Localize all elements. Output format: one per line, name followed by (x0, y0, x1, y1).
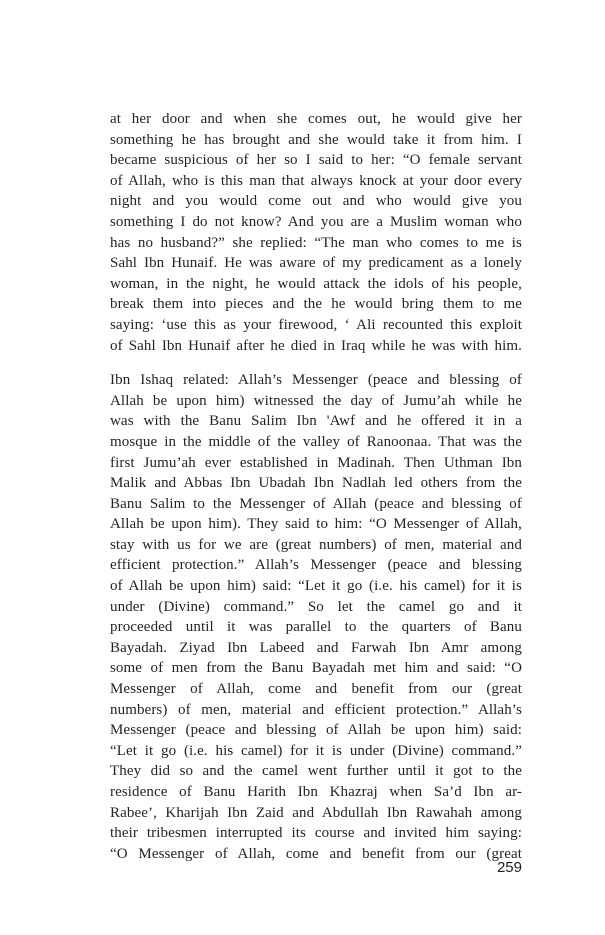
text-line: Messenger of Allah, come and benefit from our (great (110, 681, 522, 698)
text-line: proceeded until it was parallel to the quarters of Banu (110, 619, 522, 636)
text-line: of Sahl Ibn Hunaif after he died in Iraq while he was with him. (110, 337, 522, 354)
text-line: became suspicious of her so I said to her: “O female servant (110, 152, 522, 169)
text-line: Sahl Ibn Hunaif. He was aware of my predicament as a lonely (110, 255, 522, 272)
text-line: Bayadah. Ziyad Ibn Labeed and Farwah Ibn Amr among (110, 639, 522, 656)
text-line: They did so and the camel went further until it got to the (110, 763, 522, 780)
text-line: residence of Banu Harith Ibn Khazraj when Sa’d Ibn ar- (110, 784, 522, 800)
text-line: Ibn Ishaq related: Allah’s Messenger (peace and blessing of (110, 372, 522, 389)
paragraph-1 (110, 109, 522, 356)
text-line: “O Messenger of Allah, come and benefit from our (great (110, 845, 522, 862)
text-line: mosque in the middle of the valley of Ranoonaa. That was the (110, 433, 522, 450)
text-line: under (Divine) command.” So let the camel go and it (110, 598, 522, 615)
paragraph-2 (110, 370, 522, 864)
text-line: Rabee’, Kharijah Ibn Zaid and Abdullah Ibn Rawahah among (110, 804, 522, 821)
text-line: has no husband?” she replied: “The man who comes to me is (110, 234, 522, 251)
text-line: Malik and Abbas Ibn Ubadah Ibn Nadlah led others from the (110, 475, 522, 492)
page-number: 259 (496, 859, 522, 876)
text-line: was with the Banu Salim Ibn 'Awf and he offered it in a (110, 413, 522, 430)
text-line: first Jumu’ah ever established in Madinah. Then Uthman Ibn (110, 454, 522, 471)
text-line: night and you would come out and who would give you (110, 193, 522, 210)
text-line: efficient protection.” Allah’s Messenger (peace and blessing (110, 557, 522, 574)
text-line: numbers) of men, material and efficient protection.” Allah’s (110, 701, 522, 718)
text-line: of Allah, who is this man that always knock at your door every (110, 172, 522, 189)
text-line: at her door and when she comes out, he would give her (110, 111, 522, 127)
text-line: woman, in the night, he would attack the idols of his people, (110, 275, 522, 292)
text-line: their tribesmen interrupted its course and invited him saying: (110, 825, 522, 842)
page-text (110, 109, 522, 864)
text-line: Messenger (peace and blessing of Allah be upon him) said: (110, 722, 522, 739)
text-line: something he has brought and she would take it from him. I (110, 131, 522, 148)
text-line: some of men from the Banu Bayadah met him and said: “O (110, 660, 522, 677)
text-line: Allah be upon him). They said to him: “O Messenger of Allah, (110, 516, 522, 533)
text-line: stay with us for we are (great numbers) of men, material and (110, 536, 522, 553)
text-line: break them into pieces and the he would bring them to me (110, 296, 522, 313)
text-line: saying: ‘use this as your firewood, ‘ Ali recounted this exploit (110, 316, 522, 333)
text-line: Allah be upon him) witnessed the day of Jumu’ah while he (110, 392, 522, 409)
text-line: “Let it go (i.e. his camel) for it is under (Divine) command.” (110, 742, 522, 759)
text-line: something I do not know? And you are a Muslim woman who (110, 213, 522, 230)
text-line: Banu Salim to the Messenger of Allah (peace and blessing of (110, 495, 522, 512)
text-line: of Allah be upon him) said: “Let it go (i.e. his camel) for it is (110, 578, 522, 595)
